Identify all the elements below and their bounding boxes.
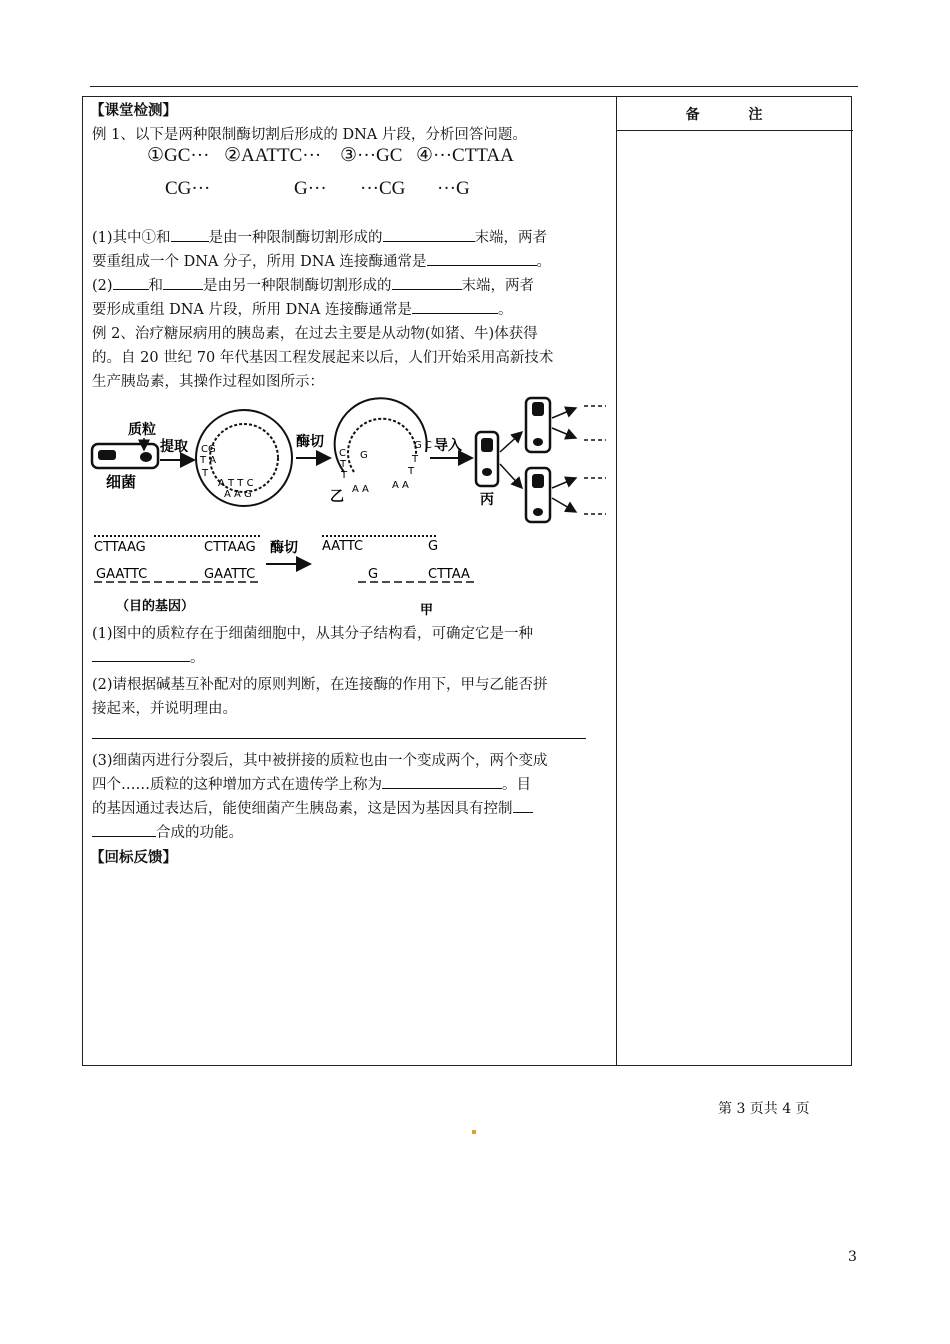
ex2-intro-1: 例 2、治疗糖尿病用的胰岛素，在过去主要是从动物(如猪、牛)体获得 bbox=[92, 326, 538, 342]
ex2-q2-line2: 接起来，并说明理由。 bbox=[92, 701, 237, 717]
ring1-left-bases: T bbox=[202, 468, 209, 479]
bacterium-icon bbox=[92, 444, 158, 468]
target-seq-top-left: CTTAAG bbox=[94, 540, 146, 555]
ring2-g: G bbox=[360, 450, 368, 461]
plasmid-label: 质粒 bbox=[128, 422, 156, 438]
ex2-q3-line4: 合成的功能。 bbox=[92, 821, 243, 845]
ring2-left-bases: T bbox=[340, 459, 347, 470]
page-of-total: 第 3 页共 4 页 bbox=[718, 1101, 810, 1117]
daughter-bacterium-bottom bbox=[526, 468, 550, 522]
ring2-bottom-bases: A A bbox=[392, 480, 409, 491]
cut-seq-bottom-left: G bbox=[368, 567, 379, 582]
ex1-q1-line2: 要重组成一个 DNA 分子，所用 DNA 连接酶通常是 。 bbox=[92, 250, 551, 274]
target-seq-bottom-left: GAATTC bbox=[96, 567, 148, 582]
extract-label: 提取 bbox=[160, 439, 188, 455]
fragment-1-top: ①GC··· bbox=[147, 145, 210, 166]
import-label: 导入 bbox=[434, 438, 462, 454]
daughter-bacterium-top bbox=[526, 398, 550, 452]
column-divider bbox=[616, 97, 617, 1065]
target-gene-label: （目的基因） bbox=[116, 599, 195, 614]
ex2-q3-line1: (3)细菌丙进行分裂后，其中被拼接的质粒也由一个变成两个，两个变成 bbox=[92, 753, 548, 769]
answer-blank[interactable] bbox=[513, 797, 533, 813]
fragment-2-bottom: G··· bbox=[294, 178, 327, 199]
ex1-q2-line2: 要形成重组 DNA 片段，所用 DNA 连接酶通常是 。 bbox=[92, 298, 513, 322]
ex2-q1-line1: (1)图中的质粒存在于细菌细胞中，从其分子结构看，可确定它是一种 bbox=[92, 626, 534, 642]
ring1-left-bases: CG bbox=[201, 444, 216, 455]
answer-blank[interactable] bbox=[92, 646, 190, 662]
answer-line[interactable] bbox=[92, 738, 586, 739]
section-test-heading: 【课堂检测】 bbox=[90, 103, 177, 119]
ex2-intro-2: 的。自 20 世纪 70 年代基因工程发展起来以后，人们开始采用高新技术 bbox=[92, 350, 554, 366]
decorative-dot bbox=[472, 1130, 476, 1134]
page-number: 3 bbox=[848, 1249, 857, 1265]
fragment-2-top: ②AATTC··· bbox=[224, 145, 322, 166]
cut-seq-top-right: G bbox=[428, 539, 439, 554]
answer-blank[interactable] bbox=[427, 250, 537, 266]
ex2-q3-line3: 的基因通过表达后，能使细菌产生胰岛素，这是因为基因具有控制 bbox=[92, 797, 533, 821]
ring1-bottom-bases: A A G bbox=[224, 489, 252, 500]
ring2-left-bases: T bbox=[341, 470, 348, 481]
answer-blank[interactable] bbox=[412, 298, 498, 314]
ex2-q3-line2: 四个……质粒的这种增加方式在遗传学上称为 。目 bbox=[92, 773, 531, 797]
section-feedback-heading: 【回标反馈】 bbox=[90, 850, 177, 866]
cut-seq-top-left: AATTC bbox=[322, 539, 364, 554]
answer-blank[interactable] bbox=[383, 226, 475, 242]
ring1-left-bases: T A bbox=[200, 455, 217, 466]
ex1-intro: 例 1、以下是两种限制酶切割后形成的 DNA 片段，分析回答问题。 bbox=[92, 127, 527, 143]
ring2-left-bases: C bbox=[339, 448, 346, 459]
bacteria-label: 细菌 bbox=[106, 473, 137, 491]
answer-blank[interactable] bbox=[92, 821, 156, 837]
division-arrow-down bbox=[500, 464, 522, 488]
enzyme-cut-label-1: 酶切 bbox=[296, 434, 324, 450]
ring2-bottom-bases: A A bbox=[352, 484, 369, 495]
fragment-4-top: ④···CTTAA bbox=[416, 145, 514, 166]
ex2-q2-line1: (2)请根据碱基互补配对的原则判断，在连接酶的作用下，甲与乙能否拼 bbox=[92, 677, 548, 693]
ring2-right-bases: G C bbox=[414, 440, 432, 451]
header-rule bbox=[90, 86, 858, 87]
ex2-intro-3: 生产胰岛素，其操作过程如图所示： bbox=[92, 374, 324, 390]
target-seq-bottom-right: GAATTC bbox=[204, 567, 256, 582]
ex2-q1-line2: 。 bbox=[92, 646, 205, 670]
recombinant-bacterium-bing bbox=[476, 432, 498, 486]
yi-label: 乙 bbox=[330, 489, 344, 505]
answer-blank[interactable] bbox=[382, 773, 502, 789]
ring2-right-bases: T bbox=[408, 466, 415, 477]
target-seq-top-right: CTTAAG bbox=[204, 540, 256, 555]
genetic-engineering-diagram bbox=[86, 392, 616, 622]
jia-label: 甲 bbox=[420, 603, 434, 618]
cut-seq-bottom-right: CTTAA bbox=[428, 567, 470, 582]
ex1-q1-line1: (1)其中①和 是由一种限制酶切割形成的 末端，两者 bbox=[92, 226, 547, 250]
notes-header: 备 注 bbox=[617, 97, 853, 131]
fragment-3-bottom: ···CG bbox=[360, 178, 406, 199]
ex1-q2-line1: (2) 和 是由另一种限制酶切割形成的 末端，两者 bbox=[92, 274, 534, 298]
further-division-arrows bbox=[552, 406, 606, 514]
answer-blank[interactable] bbox=[113, 274, 149, 290]
division-arrow-up bbox=[500, 432, 522, 452]
fragment-3-top: ③···GC bbox=[340, 145, 403, 166]
answer-blank[interactable] bbox=[392, 274, 462, 290]
answer-blank[interactable] bbox=[171, 226, 209, 242]
ring2-right-bases: T bbox=[412, 454, 419, 465]
answer-blank[interactable] bbox=[163, 274, 203, 290]
fragment-4-bottom: ···G bbox=[437, 178, 470, 199]
ring1-bottom-bases: A T T C bbox=[218, 478, 254, 489]
enzyme-cut-label-2: 酶切 bbox=[270, 540, 298, 556]
fragment-1-bottom: CG··· bbox=[165, 178, 211, 199]
bing-label: 丙 bbox=[480, 492, 494, 508]
